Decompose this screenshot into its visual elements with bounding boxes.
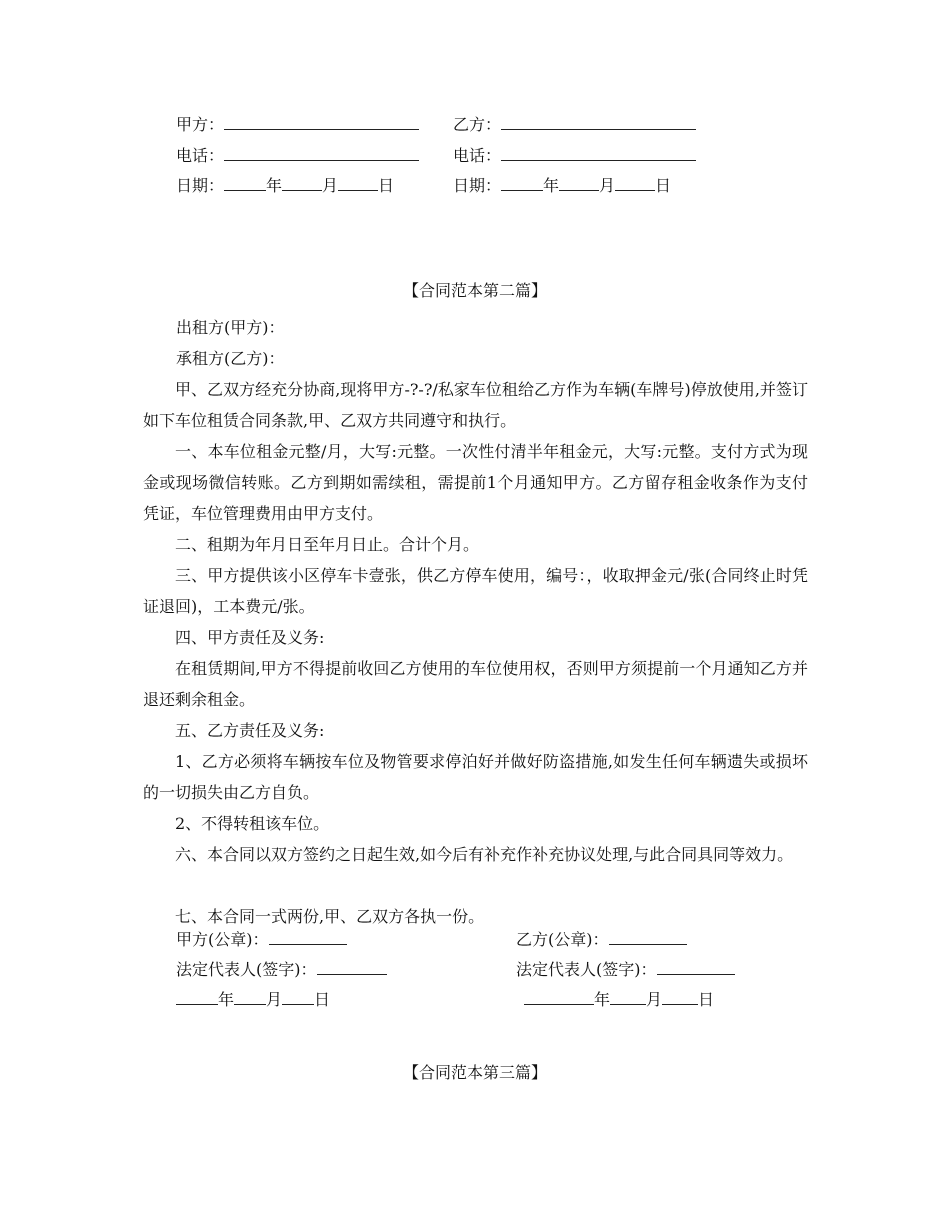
- year-blank: [176, 989, 218, 1005]
- phone-a-label: 电话：: [176, 146, 225, 165]
- month-label: 月: [646, 990, 663, 1009]
- day-blank: [338, 175, 378, 191]
- party-b-blank: [501, 114, 696, 130]
- year-label: 年: [594, 990, 611, 1009]
- year-label: 年: [218, 990, 235, 1009]
- party-b-line: [453, 114, 696, 135]
- year-blank: [524, 989, 594, 1005]
- rep-a-label: 法定代表人(签字)：: [176, 960, 317, 979]
- clause-5-item-1: 1、乙方必须将车辆按车位及物管要求停泊好并做好防盗措施,如发生任何车辆遗失或损坏的一切损失由乙方自负。: [143, 752, 808, 802]
- clause-4-title: 四、甲方责任及义务:: [175, 628, 325, 647]
- month-blank: [610, 989, 646, 1005]
- month-label: 月: [322, 176, 339, 195]
- phone-a-line: [176, 145, 419, 166]
- year-label: 年: [266, 176, 283, 195]
- day-blank: [662, 989, 698, 1005]
- party-a-blank: [224, 114, 419, 130]
- clause-3: 三、甲方提供该小区停车卡壹张，供乙方停车使用，编号：，收取押金元/张(合同终止时凭证退回)，工本费元/张。: [143, 566, 808, 616]
- lessee-line: 承租方(乙方)：: [176, 349, 285, 368]
- lessor-line: 出租方(甲方)：: [176, 318, 285, 337]
- rep-a-line: [176, 959, 387, 980]
- day-label: 日: [655, 176, 672, 195]
- date-a-line: [176, 175, 394, 196]
- phone-b-blank: [501, 145, 696, 161]
- day-label: 日: [698, 990, 715, 1009]
- intro-paragraph: 甲、乙双方经充分协商,现将甲方-?-?/私家车位租给乙方作为车辆(车牌号)停放使用,并签订如下车位租赁合同条款,甲、乙双方共同遵守和执行。: [143, 380, 808, 430]
- month-blank: [234, 989, 266, 1005]
- day-blank: [282, 989, 314, 1005]
- seal-b-label: 乙方(公章)：: [516, 930, 609, 949]
- seal-b-blank: [609, 929, 687, 945]
- rep-a-blank: [317, 959, 387, 975]
- party-a-line: [176, 114, 419, 135]
- clause-2: 二、租期为年月日至年月日止。合计个月。: [175, 535, 480, 554]
- clause-4-body: 在租赁期间,甲方不得提前收回乙方使用的车位使用权，否则甲方须提前一个月通知乙方并退还剩余租金。: [143, 659, 808, 709]
- phone-b-line: [453, 145, 696, 166]
- date-a-label: 日期：: [176, 176, 225, 195]
- month-label: 月: [599, 176, 616, 195]
- phone-a-blank: [224, 145, 419, 161]
- clause-6: 六、本合同以双方签约之日起生效,如今后有补充作补充协议处理,与此合同具同等效力。: [175, 845, 794, 864]
- year-label: 年: [543, 176, 560, 195]
- clause-7: 七、本合同一式两份,甲、乙双方各执一份。: [175, 907, 485, 926]
- section2-title: 【合同范本第二篇】: [402, 281, 547, 300]
- section3-title: 【合同范本第三篇】: [402, 1063, 547, 1082]
- clause-1: 一、本车位租金元整/月，大写:元整。一次性付清半年租金元，大写:元整。支付方式为现金或现场微信转账。乙方到期如需续租，需提前1个月通知甲方。乙方留存租金收条作为支付凭证，车位管理费用由甲方支付。: [143, 442, 808, 523]
- clause-5-item-2: 2、不得转租该车位。: [175, 814, 330, 833]
- seal-b-line: [516, 929, 687, 950]
- month-label: 月: [266, 990, 283, 1009]
- rep-b-label: 法定代表人(签字)：: [516, 960, 657, 979]
- party-b-label: 乙方：: [453, 115, 502, 134]
- party-a-label: 甲方：: [176, 115, 225, 134]
- date-b-line: [453, 175, 671, 196]
- rep-b-blank: [657, 959, 735, 975]
- phone-b-label: 电话：: [453, 146, 502, 165]
- day-label: 日: [378, 176, 395, 195]
- date2-b-line: [524, 989, 714, 1010]
- year-blank: [501, 175, 543, 191]
- month-blank: [559, 175, 599, 191]
- year-blank: [224, 175, 266, 191]
- date-b-label: 日期：: [453, 176, 502, 195]
- month-blank: [282, 175, 322, 191]
- day-blank: [615, 175, 655, 191]
- day-label: 日: [314, 990, 331, 1009]
- seal-a-blank: [269, 929, 347, 945]
- rep-b-line: [516, 959, 735, 980]
- date2-a-line: [176, 989, 330, 1010]
- seal-a-line: [176, 929, 347, 950]
- clause-5-title: 五、乙方责任及义务:: [175, 721, 325, 740]
- seal-a-label: 甲方(公章)：: [176, 930, 269, 949]
